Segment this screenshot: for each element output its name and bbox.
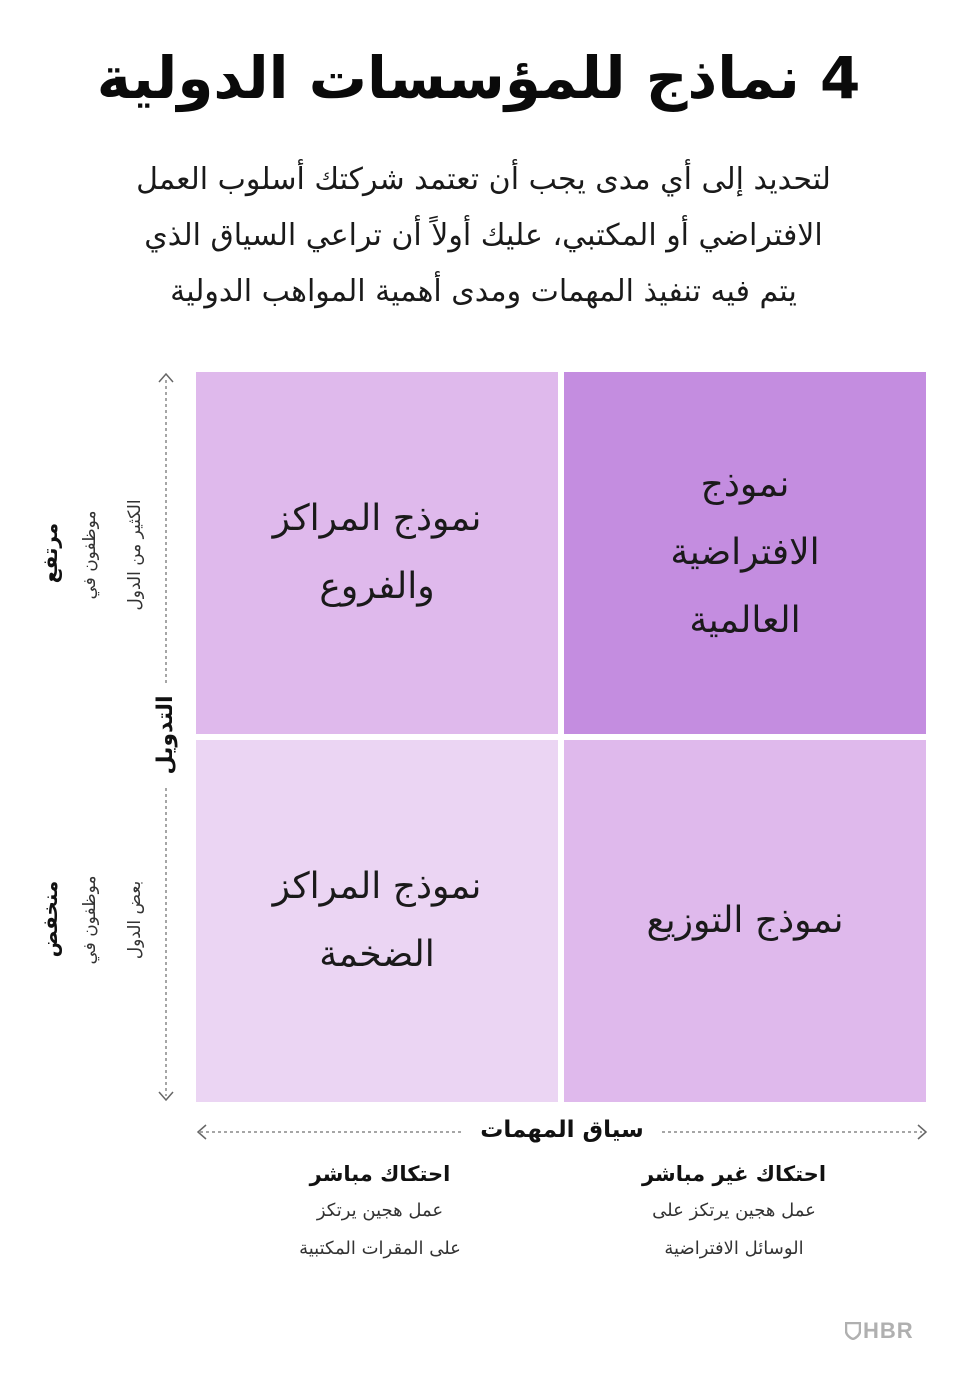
subtitle-line: لتحديد إلى أي مدى يجب أن تعتمد شركتك أسلوب العمل xyxy=(136,162,831,197)
quadrant-bottom-right xyxy=(564,740,926,1102)
y-low-label: منخفض xyxy=(38,880,62,958)
quadrant-top-right xyxy=(564,372,926,734)
quadrant-label-line: العالمية xyxy=(689,600,801,641)
y-axis-title: التدويل xyxy=(151,685,181,785)
logo-text: HBR xyxy=(863,1318,914,1343)
quadrant-label-line: نموذج المراكز xyxy=(272,498,482,539)
page-title: 4 نماذج للمؤسسات الدولية xyxy=(96,44,861,112)
x-direct-desc-line: عمل هجين يرتكز xyxy=(316,1200,444,1221)
y-low-desc-line1: موظفون في xyxy=(80,875,100,965)
x-axis-title: سياق المهمات xyxy=(462,1112,662,1148)
x-indirect-block xyxy=(584,1156,884,1268)
quadrant-label-line: الافتراضية xyxy=(670,532,820,573)
y-high-label: مرتفع xyxy=(38,522,62,584)
subtitle-line: يتم فيه تنفيذ المهمات ومدى أهمية المواهب الدولية xyxy=(170,274,797,309)
quadrant-label-line: الضخمة xyxy=(319,934,435,975)
quadrant-label-line: نموذج المراكز xyxy=(272,866,482,907)
quadrant-label-line: نموذج التوزيع xyxy=(646,900,844,941)
quadrant-bottom-left xyxy=(196,740,558,1102)
quadrant-label-line: والفروع xyxy=(319,566,435,607)
subtitle-line: الافتراضي أو المكتبي، عليك أولاً أن تراعي السياق الذي xyxy=(144,218,823,253)
x-direct-block xyxy=(230,1156,530,1268)
x-indirect-desc-line: عمل هجين يرتكز على xyxy=(652,1200,816,1221)
x-indirect-label: احتكاك غير مباشر xyxy=(641,1162,827,1186)
quadrant-top-left xyxy=(196,372,558,734)
y-high-desc-line2: الكثير من الدول xyxy=(125,499,145,611)
hbr-logo xyxy=(845,1318,914,1344)
y-low-desc-line2: بعض الدول xyxy=(125,880,145,960)
shield-icon xyxy=(845,1322,861,1340)
x-direct-desc-line: على المقرات المكتبية xyxy=(299,1238,461,1259)
y-high-desc-line1: موظفون في xyxy=(80,510,100,600)
x-direct-label: احتكاك مباشر xyxy=(309,1162,451,1186)
quadrant-label-line: نموذج xyxy=(700,464,790,505)
x-indirect-desc-line: الوسائل الافتراضية xyxy=(664,1238,804,1259)
